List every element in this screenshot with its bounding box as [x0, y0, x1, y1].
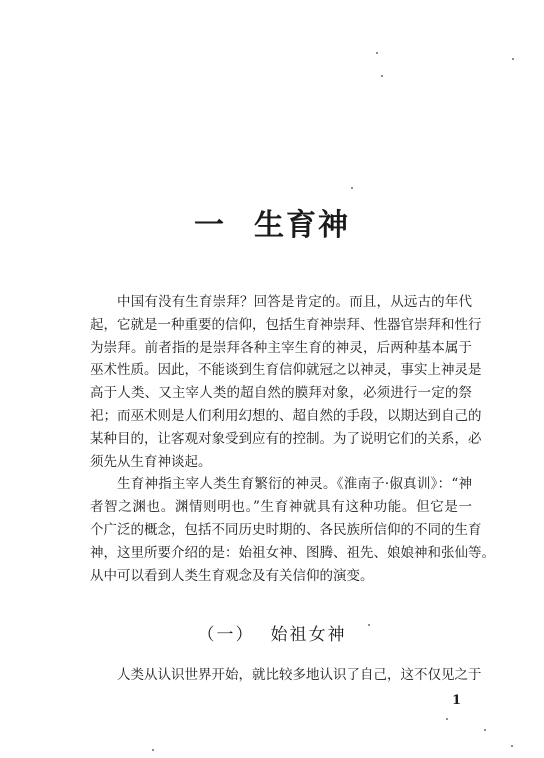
chapter-title-text: 生育神 — [254, 208, 350, 243]
paragraph-line: 中国有没有生育崇拜？回答是肯定的。而且，从远古的年代 — [117, 294, 472, 310]
page-number: 1 — [452, 693, 462, 708]
paragraph-line: 高于人类、又主宰人类的超自然的膜拜对象，必须进行一定的祭 — [90, 385, 472, 402]
section-title-text: 始祖女神 — [270, 625, 347, 645]
section-title — [0, 620, 544, 645]
scan-speck — [484, 729, 486, 731]
paragraph-line: 巫术性质。因此，不能谈到生育信仰就冠之以神灵，事实上神灵是 — [90, 362, 482, 379]
scan-speck — [152, 749, 154, 751]
scan-speck — [511, 745, 513, 747]
paragraph-line: 某种目的，让客观对象受到应有的控制。为了说明它们的关系，必 — [90, 430, 482, 447]
chapter-title — [0, 200, 544, 244]
scan-speck — [351, 187, 353, 189]
section-number: （一） — [197, 625, 255, 645]
paragraph-line: 生育神指主宰人类生育繁衍的神灵。《淮南子·俶真训》：“神 — [117, 476, 472, 493]
paragraph-line: 须先从生育神谈起。 — [90, 453, 212, 470]
paragraph-line: 个广泛的概念，包括不同历史时期的、各民族所信仰的不同的生育 — [90, 521, 482, 538]
paragraph-line: 祀；而巫术则是人们利用幻想的、超自然的手段，以期达到自己的 — [90, 407, 482, 424]
paragraph-line: 从中可以看到人类生育观念及有关信仰的演变。 — [90, 567, 374, 584]
paragraph-line: 起，它就是一种重要的信仰，包括生育神崇拜、性器官崇拜和性行 — [90, 316, 482, 333]
paragraph-line: 者智之渊也。渊情则明也。”生育神就具有这种功能。但它是一 — [90, 499, 472, 516]
scan-speck — [512, 58, 514, 60]
chapter-number: 一 — [194, 208, 226, 243]
scan-speck — [368, 624, 370, 626]
paragraph-line: 人类从认识世界开始，就比较多地认识了自己，这不仅见之于 — [117, 667, 482, 683]
paragraph-line: 神，这里所要介绍的是：始祖女神、图腾、祖先、娘娘神和张仙等。 — [90, 544, 495, 561]
scan-speck — [381, 75, 383, 77]
scan-speck — [376, 52, 378, 54]
body-text — [90, 291, 495, 587]
paragraph-line: 为崇拜。前者指的是崇拜各种主宰生育的神灵，后两种基本属于 — [90, 339, 472, 356]
scan-speck — [446, 718, 448, 720]
